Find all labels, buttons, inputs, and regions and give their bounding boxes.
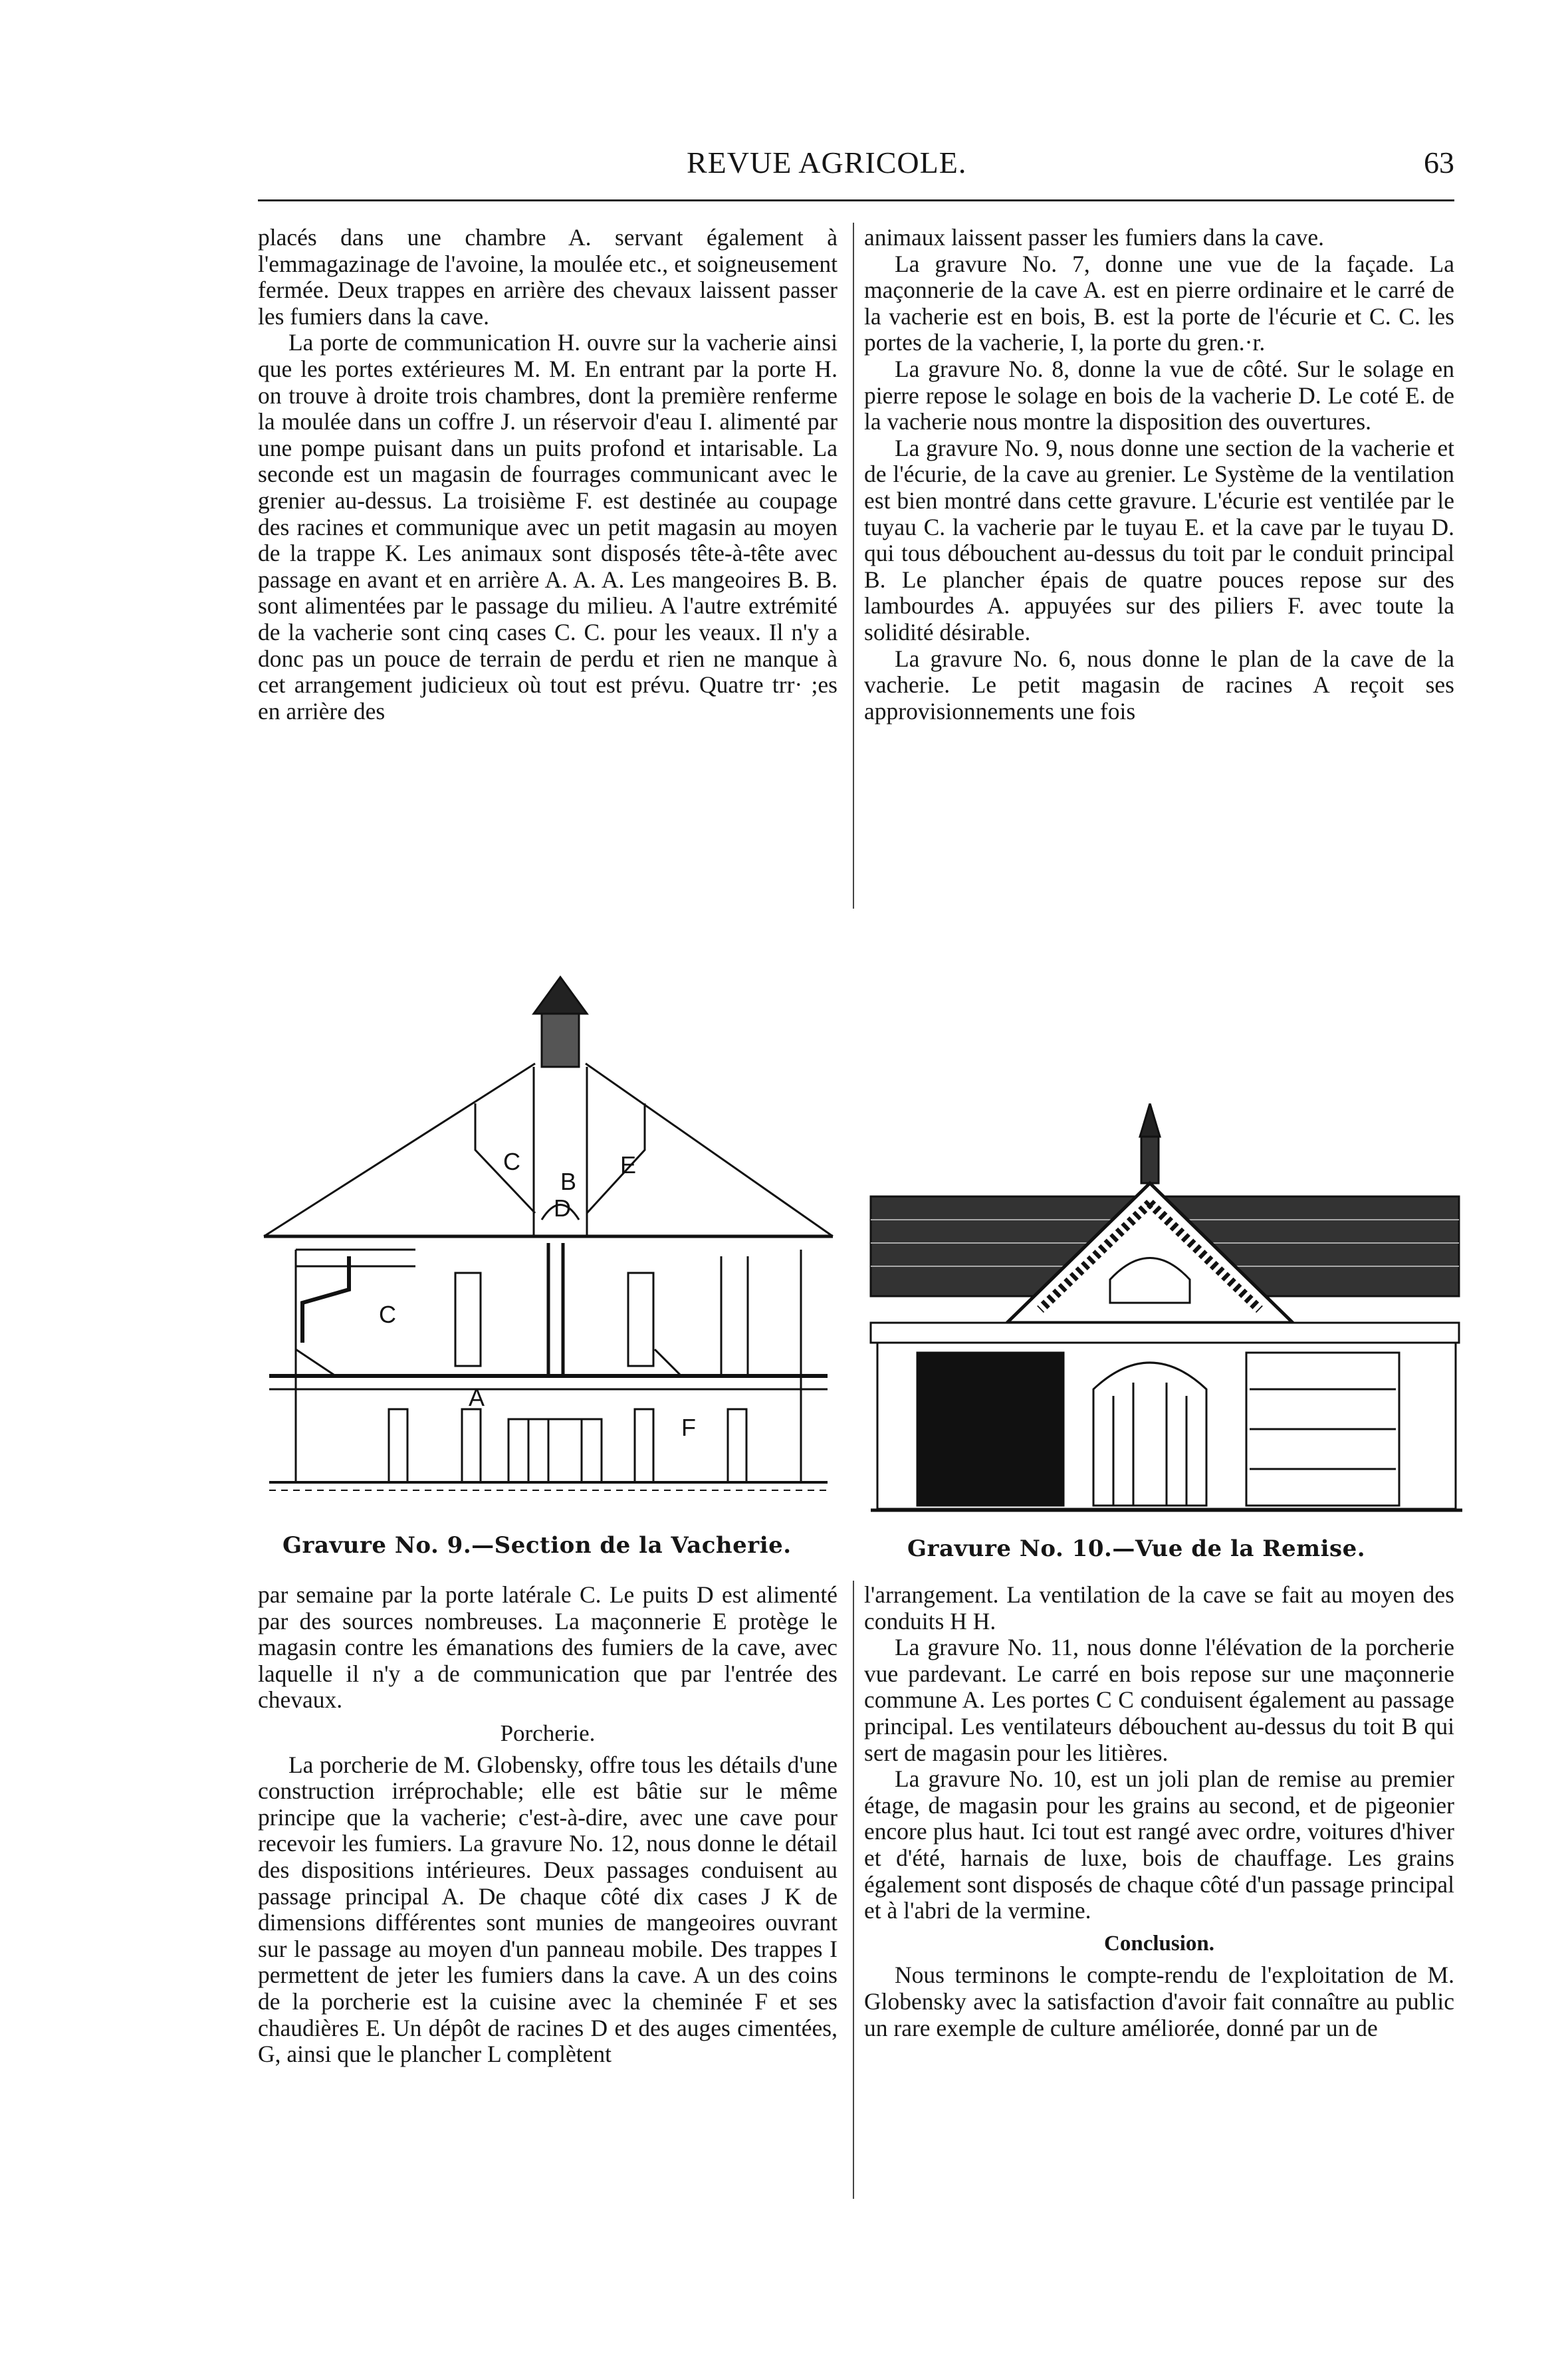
paragraph: par semaine par la porte latérale C. Le puits D est alimenté par des sources nombreuses. La maçonnerie E protège le magasin contre les émanations des fumiers de la cave, avec laquelle il n'y a de communication que par l'entrée des chevaux. [258, 1581, 838, 1714]
journal-title: REVUE AGRICOLE. [687, 146, 967, 179]
text-column-right-bottom [864, 1582, 1454, 2041]
page-number: 63 [1424, 146, 1454, 179]
paragraph: La gravure No. 10, est un joli plan de remise au premier étage, de magasin pour les grains au second, et de pigeonier encore plus haut. Ici tout est rangé avec ordre, voitures d'hiver et d'été, harnais de luxe, bois de chauffage. Les grains également sont disposés de chaque côté d'un passage principal et à l'abri de la vermine. [864, 1765, 1454, 1924]
paragraph: l'arrangement. La ventilation de la cave se fait au moyen des conduits H H. [864, 1581, 1454, 1635]
cellar-door [508, 1419, 602, 1482]
coach-house-drawing [867, 1103, 1466, 1516]
spire [1140, 1103, 1160, 1137]
header-rule [258, 199, 1454, 201]
chimney-duct [548, 1243, 563, 1376]
pillar [462, 1409, 481, 1482]
label-c2: C [379, 1301, 396, 1328]
door-planks [528, 1419, 582, 1482]
figure-10-caption: Gravure No. 10.—Vue de la Remise. [907, 1535, 1366, 1562]
label-c: C [503, 1148, 520, 1175]
section-heading: Conclusion. [1104, 1931, 1214, 1956]
ventilator-cap [534, 977, 587, 1014]
post [455, 1273, 481, 1366]
ventilator-shaft [542, 1014, 579, 1067]
cornice [871, 1323, 1459, 1343]
text-column-left-top [258, 225, 838, 725]
duct-stable [302, 1256, 349, 1343]
figure-9-caption: Gravure No. 9.—Section de la Vacherie. [282, 1532, 792, 1559]
pillar [389, 1409, 407, 1482]
paragraph: La gravure No. 11, nous donne l'élévation de la porcherie vue pardevant. Le carré en bois repose sur une maçonnerie commune A. Les portes C C conduisent également au passage principal. Les ventilateurs débouchent au-dessus du toit B qui sert de magasin pour les litières. [864, 1634, 1454, 1766]
paragraph: La gravure No. 6, nous donne le plan de la cave de la vacherie. Le petit magasin de racines A reçoit ses approvisionnements une fois [864, 645, 1454, 725]
pillar [721, 1256, 748, 1376]
paragraph: La gravure No. 8, donne la vue de côté. Sur le solage en pierre repose le solage en bois de la vacherie D. Le coté E. de la vacherie nous montre la disposition des ouvertures. [864, 355, 1454, 435]
carriage-door [1093, 1363, 1206, 1506]
trap [296, 1349, 681, 1376]
label-f: F [681, 1414, 696, 1441]
label-a: A [469, 1384, 485, 1411]
open-bay [917, 1353, 1064, 1506]
label-b: B [560, 1168, 577, 1195]
paragraph: La gravure No. 9, nous donne une section de la vacherie et de l'écurie, de la cave au grenier. Le Système de la ventilation est bien montré dans cette gravure. L'écurie est ventilée par le tuyau C. la vacherie par le tuyau E. et la cave par le tuyau D. qui tous débouchent au-dessus du toit par le conduit principal B. Le plancher épais de quatre pouces repose sur des lambourdes A. appuyées sur des piliers F. avec toute la solidité désirable. [864, 434, 1454, 645]
paragraph: placés dans une chambre A. servant également à l'emmagazinage de l'avoine, la moulée etc., et soigneusement fermée. Deux trappes en arrière des chevaux laissent passer les fumiers dans la cave. [258, 224, 838, 330]
cupola [1141, 1137, 1159, 1183]
text-column-right-top [864, 225, 1454, 725]
column-divider-top [853, 223, 854, 909]
paragraph: La gravure No. 7, donne une vue de la façade. La maçonnerie de la cave A. est en pierre ordinaire et le carré de la vacherie est en bois, B. est la porte de l'écurie et C. C. les portes de la vacherie, I, la porte du gren.·r. [864, 250, 1454, 356]
post [628, 1273, 653, 1366]
section-heading: Porcherie. [500, 1720, 596, 1746]
paragraph: animaux laissent passer les fumiers dans la cave. [864, 224, 1325, 251]
paragraph: Nous terminons le compte-rendu de l'exploitation de M. Globensky avec la satisfaction d'avoir fait connaître au public un rare exemple de culture améliorée, donné par un de [864, 1962, 1454, 2041]
pillar [728, 1409, 746, 1482]
stable-ceiling [296, 1250, 415, 1266]
section-drawing [256, 951, 841, 1522]
running-header [258, 145, 1454, 185]
paragraph: La porcherie de M. Globensky, offre tous les détails d'une construction irréprochable; elle est bâtie sur le même principe que la vacherie; c'est-à-dire, avec une cave pour recevoir les fumiers. La gravure No. 12, nous donne le détail des dispositions intérieures. Deux passages conduisent au passage principal A. De chaque côté dix cases J K de dimensions différentes sont munies de mangeoires ouvrant sur le passage au moyen d'un panneau mobile. Des trappes I permettent de jeter les fumiers dans la cave. A un des coins de la porcherie est la cuisine avec la cheminée F et ses chaudières E. Un dépôt de racines D et des auges cimentées, G, ainsi que le plancher L complètent [258, 1751, 838, 2068]
pillar [635, 1409, 653, 1482]
label-d: D [554, 1194, 571, 1222]
label-e: E [620, 1151, 637, 1179]
paragraph: La porte de communication H. ouvre sur la vacherie ainsi que les portes extérieures M. M. En entrant par la porte H. on trouve à droite trois chambres, dont la première renferme la moulée dans un coffre J. un réservoir d'eau I. alimenté par une pompe puisant dans un puits profond et intarisable. La seconde est un magasin de fourrages communicant avec le grenier au-dessus. La troisième F. est destinée au coupage des racines et communique avec un petit magasin au moyen de la trappe K. Les animaux sont disposés tête-à-tête avec passage en avant et en arrière A. A. A. Les mangeoires B. B. sont alimentées par le passage du milieu. A l'autre extrémité de la vacherie sont cinq cases C. C. pour les veaux. Il n'y a donc pas un pouce de terrain de perdu et rien ne manque à cet arrangement judicieux où tout est prévu. Quatre trr· ;es en arrière des [258, 329, 838, 725]
text-column-left-bottom [258, 1582, 838, 2068]
column-divider-bottom [853, 1581, 854, 2199]
